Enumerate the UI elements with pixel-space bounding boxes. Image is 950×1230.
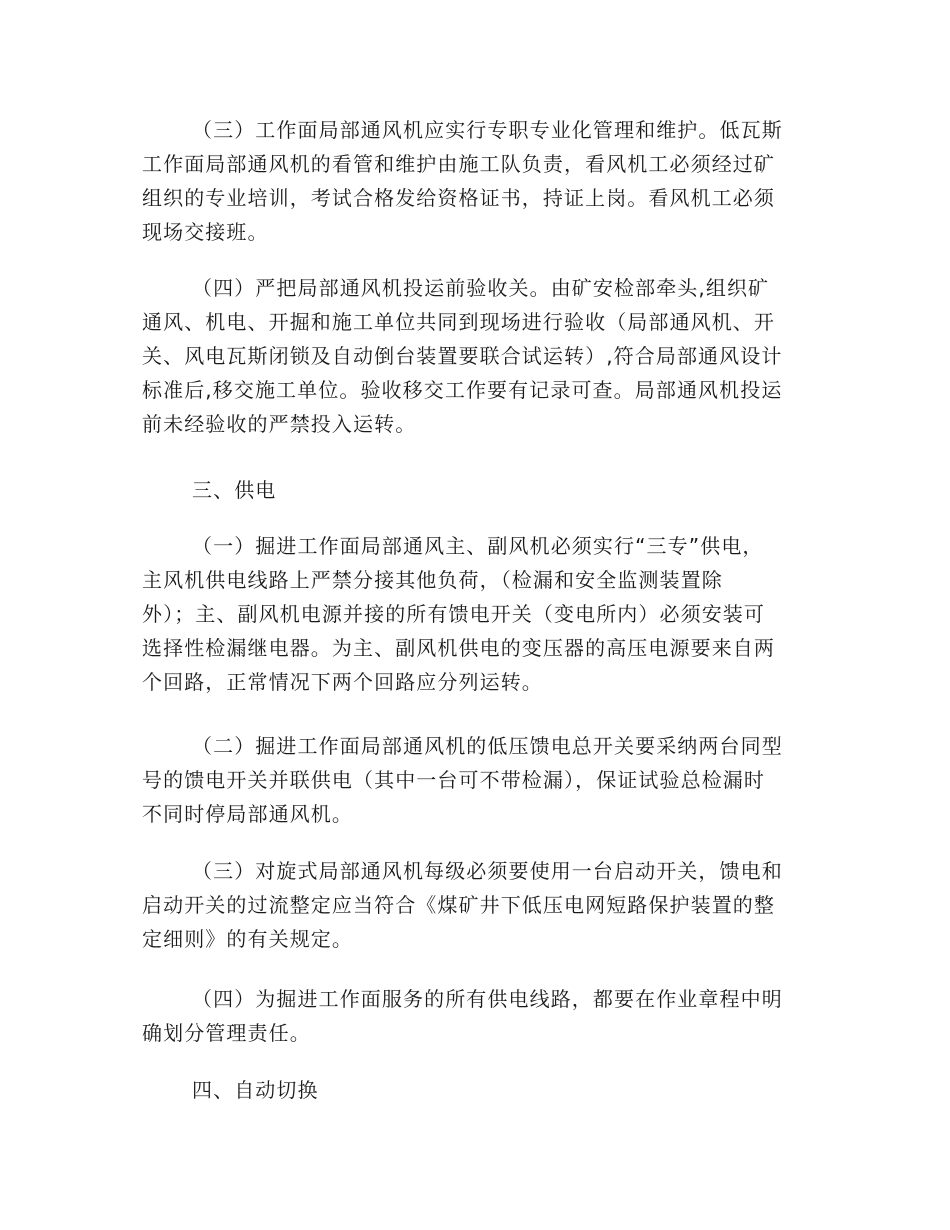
paragraph-1-line-1: （三）工作面局部通风机应实行专职专业化管理和维护。低瓦斯 (192, 118, 783, 142)
paragraph-2-line-3: 关、风电瓦斯闭锁及自动倒台装置要联合试运转）,符合局部通风设计 (142, 344, 783, 368)
section-heading-power-supply: 三、供电 (192, 478, 277, 502)
paragraph-3-line-3: 外）；主、副风机电源并接的所有馈电开关（变电所内）必须安装可 (142, 602, 765, 626)
paragraph-4-line-2: 号的馈电开关并联供电（其中一台可不带检漏），保证试验总检漏时 (142, 768, 765, 792)
paragraph-6-line-2: 确划分管理责任。 (142, 1021, 311, 1045)
paragraph-2-line-4: 标准后,移交施工单位。验收移交工作要有记录可查。局部通风机投运 (142, 378, 783, 402)
paragraph-3-line-2: 主风机供电线路上严禁分接其他负荷，（检漏和安全监测装置除 (142, 568, 723, 592)
paragraph-4-line-1: （二）掘进工作面局部通风机的低压馈电总开关要采纳两台同型 (192, 734, 783, 758)
paragraph-3-line-5: 个回路，正常情况下两个回路应分列运转。 (142, 670, 543, 694)
section-heading-auto-switch: 四、自动切换 (192, 1078, 319, 1102)
paragraph-6-line-1: （四）为掘进工作面服务的所有供电线路，都要在作业章程中明 (192, 987, 783, 1011)
paragraph-1-line-2: 工作面局部通风机的看管和维护由施工队负责，看风机工必须经过矿 (142, 152, 775, 176)
paragraph-1-line-4: 现场交接班。 (142, 220, 269, 244)
paragraph-2-line-2: 通风、机电、开掘和施工单位共同到现场进行验收（局部通风机、开 (142, 310, 775, 334)
paragraph-1-line-3: 组织的专业培训，考试合格发给资格证书，持证上岗。看风机工必须 (142, 186, 775, 210)
paragraph-5-line-2: 启动开关的过流整定应当符合《煤矿井下低压电网短路保护装置的整 (142, 893, 775, 917)
paragraph-2-line-5: 前未经验收的严禁投入运转。 (142, 412, 417, 436)
paragraph-4-line-3: 不同时停局部通风机。 (142, 802, 353, 826)
paragraph-5-line-1: （三）对旋式局部通风机每级必须要使用一台启动开关，馈电和 (192, 859, 783, 883)
paragraph-5-line-3: 定细则》的有关规定。 (142, 927, 353, 951)
paragraph-3-line-1: （一）掘进工作面局部通风主、副风机必须实行“三专”供电， (192, 534, 764, 558)
paragraph-2-line-1: （四）严把局部通风机投运前验收关。由矿安检部牵头,组织矿 (192, 276, 770, 300)
paragraph-3-line-4: 选择性检漏继电器。为主、副风机供电的变压器的高压电源要来自两 (142, 636, 775, 660)
